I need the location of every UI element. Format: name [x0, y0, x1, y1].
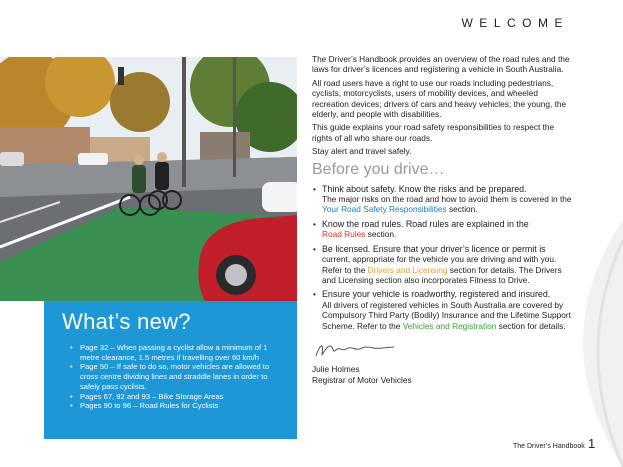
- item-body: section for details. The Drivers and Licensing section also incorporates Fitness to Drive.: [322, 264, 562, 285]
- item-body: current, appropriate for the vehicle you are driving and with you. Refer to the: [322, 254, 557, 275]
- signatory-title: Registrar of Motor Vehicles: [312, 374, 412, 385]
- whats-new-item: • Page 50 – If safe to do so, motor vehicles are allowed to cross centre dividing lines and straddle lanes in order to safely pass cyclists.: [72, 362, 287, 391]
- street-cyclists-photo: [0, 57, 297, 301]
- item-body: section.: [446, 204, 478, 215]
- whats-new-item: • Pages 90 to 96 – Road Rules for Cyclists: [72, 401, 287, 411]
- footer-handbook-label: The Driver’s Handbook: [513, 443, 585, 450]
- signatory-name: Julie Holmes: [312, 364, 360, 375]
- vehicles-and-registration-link[interactable]: Vehicles and Registration: [402, 320, 497, 331]
- whats-new-item: • Pages 67, 92 and 93 – Bike Storage Areas: [72, 392, 287, 402]
- item-lead: Know the road rules. Road rules are explained in the: [322, 218, 529, 229]
- before-you-drive-list: [312, 184, 576, 331]
- signature-image: [312, 340, 402, 360]
- item-body: All drivers of registered vehicles in South Australia are covered by Compulsory Third Party (Bodily) Insurance and the Lifetime Support Scheme. Refer to the: [322, 299, 571, 331]
- item-body: The major risks on the road and how to avoid them is covered in the: [322, 194, 572, 205]
- intro-paragraph: All road users have a right to use our roads including pedestrians, cyclists, motorcyclists, users of mobility devices, and wheeled recreation devices; drivers of cars and heavy vehicles; the young, the elderly, and people with disabilities.: [312, 77, 567, 120]
- whats-new-list: [62, 343, 287, 411]
- drivers-and-licensing-link[interactable]: Drivers and Licensing: [367, 264, 448, 275]
- road-safety-responsibilities-link[interactable]: Your Road Safety Responsibilities: [322, 204, 447, 215]
- before-you-drive-item: [312, 289, 576, 331]
- before-you-drive-item: [312, 244, 576, 286]
- whats-new-panel: [44, 301, 297, 439]
- item-body: section.: [365, 229, 397, 240]
- whats-new-item: • Page 32 – When passing a cyclist allow a minimum of 1 metre clearance, 1.5 metres if travelling over 60 km/h: [72, 343, 287, 362]
- item-lead: Be licensed. Ensure that your driver’s licence or permit is: [322, 243, 546, 254]
- item-lead: Ensure your vehicle is roadworthy, registered and insured.: [322, 289, 551, 300]
- before-you-drive-heading: Before you drive…: [312, 160, 445, 178]
- page-number: 1: [588, 436, 596, 451]
- before-you-drive-item: [312, 184, 576, 215]
- item-body: section for details.: [496, 320, 566, 331]
- page-header-title: WELCOME: [461, 16, 569, 30]
- road-rules-link[interactable]: Road Rules: [322, 229, 366, 240]
- intro-paragraph: Stay alert and travel safely.: [312, 146, 412, 157]
- intro-paragraph: This guide explains your road safety responsibilities to respect the rights of all who share our roads.: [312, 122, 555, 143]
- before-you-drive-item: [312, 219, 576, 240]
- intro-paragraph: The Driver’s Handbook provides an overview of the road rules and the laws for driver’s licences and registering a vehicle in South Australia.: [312, 54, 570, 75]
- street-scene-illustration: [0, 57, 297, 301]
- whats-new-heading: What’s new?: [62, 309, 191, 334]
- item-lead: Think about safety. Know the risks and be prepared.: [322, 183, 527, 194]
- welcome-content: [312, 54, 576, 385]
